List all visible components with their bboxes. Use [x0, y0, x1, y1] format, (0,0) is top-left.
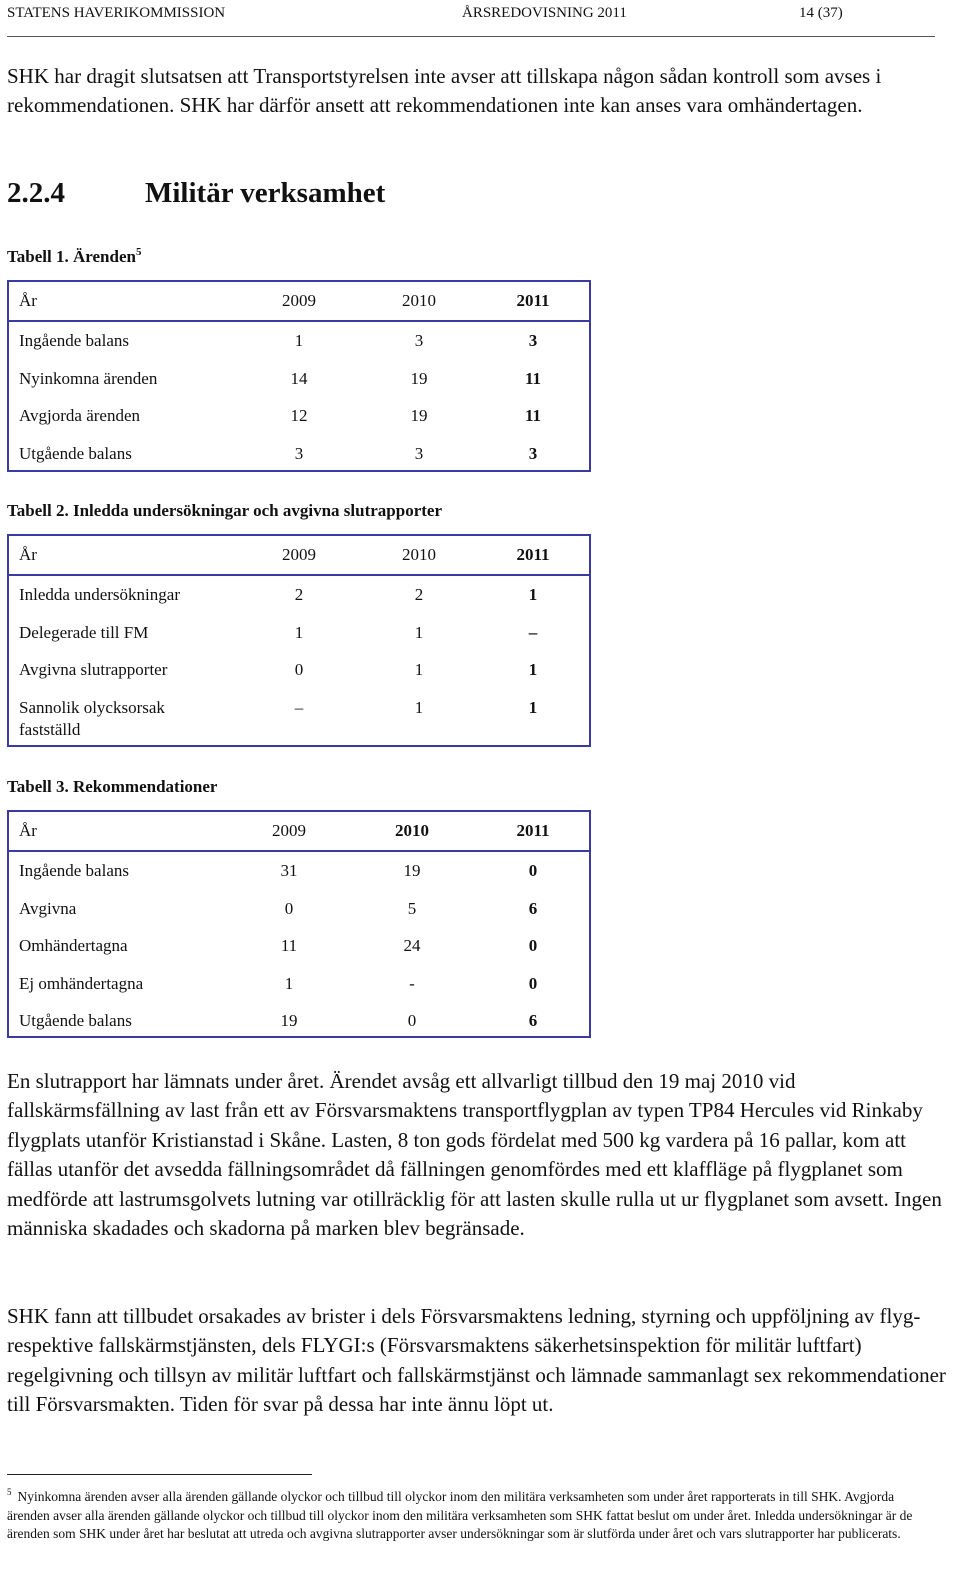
table-row	[9, 890, 589, 928]
row-label: Avgivna	[19, 898, 77, 918]
cell-2010: 24	[403, 936, 421, 955]
cell-2009: 3	[294, 443, 304, 463]
table-row	[9, 322, 589, 360]
body-paragraph-2: SHK fann att tillbudet orsakades av brister i dels Försvarsmaktens ledning, styrning och uppföljning av flyg- respektive fallskärmstjänsten, dels FLYGI:s (Försvarsmaktens säkerhetsinspektion för militär luftfart) regelgivning och tillsyn av militär luftfart och fallskärmstjänst och lämnade sammanlagt sex rekommendationer till Försvarsmakten. Tiden för svar på dessa har inte ännu löpt ut.	[7, 1304, 946, 1417]
row-label: Omhändertagna	[19, 936, 128, 955]
section-heading	[7, 175, 385, 211]
table-row	[9, 852, 589, 890]
cell-2010: -	[409, 973, 415, 993]
cell-2010: 5	[407, 898, 417, 918]
cell-2011: 3	[528, 331, 538, 350]
table1-footnote-ref: 5	[135, 246, 142, 258]
section-title: Militär verksamhet	[145, 177, 386, 209]
cell-2009: 14	[290, 368, 308, 388]
cell-2009: 0	[284, 898, 294, 918]
table2-header-row	[9, 536, 589, 576]
table-row	[9, 651, 589, 689]
cell-2011: 11	[524, 406, 542, 425]
cell-2009: 1	[294, 622, 304, 642]
cell-2010: 19	[410, 406, 428, 425]
row-label: Nyinkomna ärenden	[19, 368, 158, 388]
cell-2009: 31	[280, 861, 298, 880]
cell-2009: 12	[290, 406, 308, 425]
cell-2010: 19	[410, 368, 428, 388]
table3-header-2011: 2011	[516, 821, 550, 840]
table-row	[9, 965, 589, 1003]
table-row	[9, 576, 589, 614]
table2-header-2011: 2011	[516, 545, 550, 564]
cell-2011: 6	[528, 898, 538, 918]
header-page-number: 14 (37)	[799, 5, 843, 21]
cell-2011: 0	[528, 861, 538, 880]
table3-header-label: År	[19, 821, 37, 840]
cell-2010: 0	[407, 1011, 417, 1030]
table-row	[9, 689, 589, 747]
cell-2009: –	[294, 697, 304, 717]
row-label: Inledda undersökningar	[19, 585, 180, 604]
cell-2010: 3	[414, 443, 424, 463]
cell-2011: 0	[528, 973, 538, 993]
cell-2011: 3	[528, 443, 538, 463]
cell-2010: 2	[414, 585, 424, 604]
footnote-divider	[7, 1474, 312, 1475]
table2-caption: Tabell 2. Inledda undersökningar och avgivna slutrapporter	[7, 501, 443, 520]
header-report-title: ÅRSREDOVISNING 2011	[462, 5, 627, 21]
table-row	[9, 927, 589, 965]
cell-2010: 1	[414, 660, 424, 679]
table3-header-2010: 2010	[395, 821, 429, 840]
table3-header-2009: 2009	[272, 821, 306, 840]
table3-header-row	[9, 812, 589, 852]
cell-2011: 11	[524, 368, 542, 388]
footnote-number: 5	[7, 1487, 12, 1497]
cell-2011: 6	[528, 1011, 538, 1030]
cell-2009: 1	[294, 331, 304, 350]
table-row	[9, 614, 589, 652]
cell-2011: –	[528, 622, 538, 642]
table1-caption-text: Tabell 1. Ärenden	[7, 247, 136, 266]
row-label: Utgående balans	[19, 1011, 132, 1030]
cell-2009: 2	[294, 585, 304, 604]
table2-header-label: År	[19, 545, 37, 564]
table1-header-2009: 2009	[282, 291, 316, 310]
table2-header-2009: 2009	[282, 545, 316, 564]
cell-2011: 1	[528, 660, 538, 679]
cell-2011: 0	[528, 936, 538, 955]
cell-2009: 1	[284, 973, 294, 993]
table1-caption	[7, 247, 141, 267]
table2	[7, 534, 591, 747]
footnote	[7, 1488, 927, 1544]
table1-header-row	[9, 282, 589, 322]
body-paragraph-1: En slutrapport har lämnats under året. Ärendet avsåg ett allvarligt tillbud den 19 maj 2010 vid fallskärmsfällning av last från ett av Försvarsmaktens transportflygplan av typen TP84 Hercules vid Rinkaby flygplats utanför Kristianstad i Skåne. Lasten, 8 ton gods fördelat med 500 kg vardera på 16 pallar, kom att fällas utanför det avsedda fällningsområdet då fällningen genomfördes med ett klaffläge på flygplanet som medförde att lastrumsgolvets lutning var otillräcklig för att lasten skulle rulla ut ur flygplanet som avsett. Ingen människa skadades och skadorna på marken blev begränsade.	[7, 1069, 942, 1241]
cell-2009: 11	[280, 936, 298, 955]
table-row	[9, 360, 589, 398]
cell-2010: 1	[414, 697, 424, 717]
table-row	[9, 435, 589, 473]
row-label: Delegerade till FM	[19, 622, 149, 642]
cell-2009: 0	[294, 660, 304, 679]
cell-2010: 3	[414, 331, 424, 350]
cell-2011: 1	[528, 697, 538, 717]
row-label: Utgående balans	[19, 443, 132, 463]
table1-header-label: År	[19, 291, 37, 310]
table3-caption: Tabell 3. Rekommendationer	[7, 777, 218, 796]
table1-header-2010: 2010	[402, 291, 436, 310]
section-number: 2.2.4	[7, 177, 65, 209]
row-label: Ej omhändertagna	[19, 973, 144, 993]
row-label: Ingående balans	[19, 331, 129, 350]
row-label: Avgjorda ärenden	[19, 406, 140, 425]
table1	[7, 280, 591, 472]
table3	[7, 810, 591, 1038]
table2-header-2010: 2010	[402, 545, 436, 564]
table1-header-2011: 2011	[516, 291, 550, 310]
row-label: Sannolik olycksorsak fastställd	[19, 697, 165, 739]
table-row	[9, 1002, 589, 1040]
row-label: Avgivna slutrapporter	[19, 660, 168, 679]
row-label: Ingående balans	[19, 861, 129, 880]
table-row	[9, 397, 589, 435]
header-organization: STATENS HAVERIKOMMISSION	[7, 5, 226, 21]
cell-2010: 1	[414, 622, 424, 642]
footnote-text: Nyinkomna ärenden avser alla ärenden gällande olyckor och tillbud till olyckor inom den militära verksamheten som under året rapporterats in till SHK. Avgjorda ärenden avser alla ärenden gällande olyckor och tillbud till olyckor inom den militära verksamheten som SHK fattat beslut om under året. Inledda undersökningar är de ärenden som SHK under året har beslutat att utreda och avgivna slutrapporter avser undersökningar som är slutförda under året och vars slutrapporter har publicerats.	[7, 1489, 913, 1541]
cell-2010: 19	[403, 861, 421, 880]
header-divider	[7, 36, 935, 37]
intro-paragraph: SHK har dragit slutsatsen att Transportstyrelsen inte avser att tillskapa någon sådan kontroll som avses i rekommendationen. SHK har därför ansett att rekommendationen inte kan anses vara omhändertagen.	[7, 64, 882, 118]
cell-2009: 19	[280, 1011, 298, 1030]
cell-2011: 1	[528, 585, 538, 604]
